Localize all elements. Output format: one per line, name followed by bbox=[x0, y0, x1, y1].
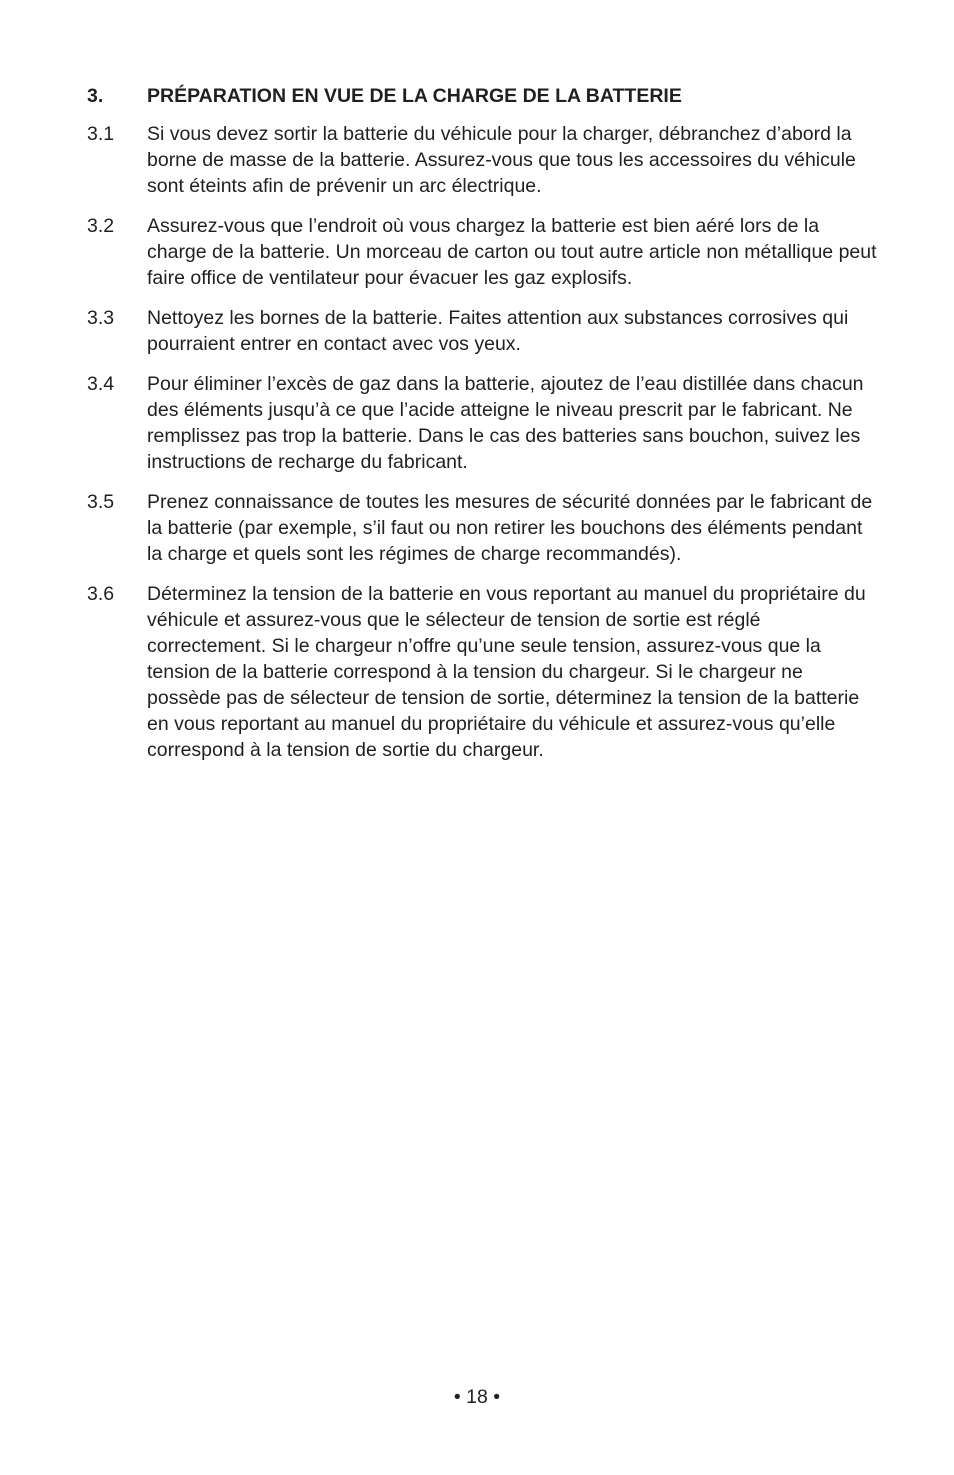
instruction-item bbox=[87, 489, 877, 567]
instruction-number: 3.6 bbox=[87, 583, 115, 605]
instruction-number: 3.3 bbox=[87, 307, 115, 329]
section-title: PRÉPARATION EN VUE DE LA CHARGE DE LA BATTERIE bbox=[147, 85, 682, 107]
instruction-text: Prenez connaissance de toutes les mesures de sécurité données par le fabricant de la batterie (par exemple, s’il faut ou non retirer les bouchons des éléments pendant la charge et quels sont les régimes de charge recommandés). bbox=[147, 491, 873, 565]
page-number: • 18 • bbox=[453, 1386, 501, 1408]
instruction-item bbox=[87, 305, 877, 357]
section-number: 3. bbox=[87, 85, 104, 107]
instruction-item bbox=[87, 371, 877, 475]
instruction-item bbox=[87, 213, 877, 291]
instruction-text: Assurez-vous que l’endroit où vous chargez la batterie est bien aéré lors de la charge de la batterie. Un morceau de carton ou tout autre article non métallique peut faire office de ventilateur pour évacuer les gaz explosifs. bbox=[147, 215, 877, 289]
instruction-item bbox=[87, 121, 877, 199]
instruction-text: Déterminez la tension de la batterie en vous reportant au manuel du propriétaire du véhicule et assurez-vous que le sélecteur de tension de sortie est réglé correctement. Si le chargeur n’offre qu’une seule tension, assurez-vous que la tension de la batterie correspond à la tension du chargeur. Si le chargeur ne possède pas de sélecteur de tension de sortie, déterminez la tension de la batterie en vous reportant au manuel du propriétaire du véhicule et assurez-vous qu’elle correspond à la tension de sortie du chargeur. bbox=[147, 583, 866, 761]
instruction-item bbox=[87, 581, 877, 763]
instruction-number: 3.4 bbox=[87, 373, 115, 395]
instruction-number: 3.1 bbox=[87, 123, 115, 145]
instruction-text: Nettoyez les bornes de la batterie. Faites attention aux substances corrosives qui pourraient entrer en contact avec vos yeux. bbox=[147, 307, 849, 355]
instruction-number: 3.5 bbox=[87, 491, 115, 513]
instruction-text: Si vous devez sortir la batterie du véhicule pour la charger, débranchez d’abord la borne de masse de la batterie. Assurez-vous que tous les accessoires du véhicule sont éteints afin de prévenir un arc électrique. bbox=[147, 123, 856, 197]
instruction-number: 3.2 bbox=[87, 215, 115, 237]
instruction-text: Pour éliminer l’excès de gaz dans la batterie, ajoutez de l’eau distillée dans chacun des éléments jusqu’à ce que l’acide atteigne le niveau prescrit par le fabricant. Ne remplissez pas trop la batterie. Dans le cas des batteries sans bouchon, suivez les instructions de recharge du fabricant. bbox=[147, 373, 864, 473]
instruction-list bbox=[87, 121, 877, 777]
section-heading bbox=[87, 83, 877, 109]
